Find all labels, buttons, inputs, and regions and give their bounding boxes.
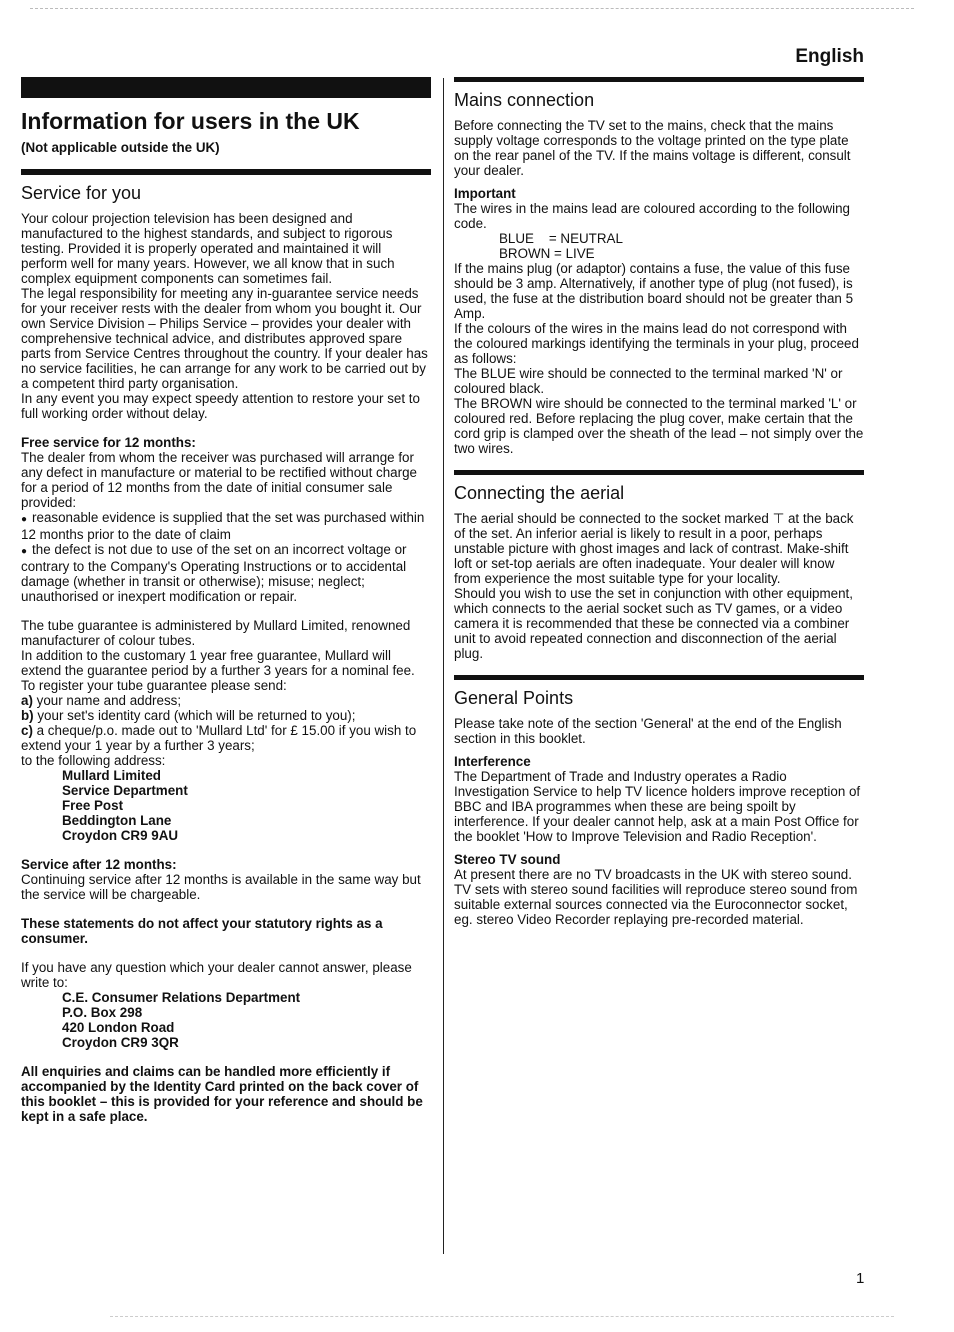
aerial-heading: Connecting the aerial — [454, 483, 625, 503]
free-service-heading: Free service for 12 months: — [21, 435, 196, 450]
colour-code: BROWN = LIVE — [499, 246, 595, 261]
colour-code: BLUE = NEUTRAL — [499, 231, 623, 246]
page-title: Information for users in the UK — [21, 108, 360, 134]
service-paragraph: In any event you may expect speedy attention to restore your set to full working order without delay. — [21, 391, 420, 421]
ce-address — [21, 990, 431, 1050]
address-line: Beddington Lane — [62, 813, 172, 828]
address-line: 420 London Road — [62, 1020, 175, 1035]
address-line: Service Department — [62, 783, 188, 798]
send-item: c) a cheque/p.o. made out to 'Mullard Ltd' for £ 15.00 if you wish to extend your 1 year by a further 3 years; — [21, 723, 417, 753]
send-item: a) your name and address; — [21, 693, 182, 708]
free-service-paragraph: The dealer from whom the receiver was purchased will arrange for any defect in manufacture or material to be rectified without charge for a period of 12 months from the date of initial consumer sale provided: — [21, 450, 417, 510]
statutory-note: These statements do not affect your statutory rights as a consumer. — [21, 916, 383, 946]
page-subtitle: (Not applicable outside the UK) — [21, 140, 220, 155]
fuse-paragraph: The BROWN wire should be connected to the terminal marked 'L' or coloured red. Before replacing the plug cover, make certain that the cord grip is clamped over the sheath of the lead – not simply over the two wires. — [454, 396, 864, 456]
service-paragraph: The legal responsibility for meeting any in-guarantee service needs for your receiver rests with the dealer from whom you bought it. Our own Service Division – Philips Service – provides your dealer with comprehensive technical advice, and distributes approved spare parts from Service Centres throughout the country. If your dealer has no service facilities, he can arrange for any work to be carried out by a competent third party organisation. — [21, 286, 428, 391]
question-paragraph: If you have any question which your dealer cannot answer, please write to: — [21, 960, 412, 990]
bullet-item: ● reasonable evidence is supplied that the set was purchased within 12 months prior to the date of claim — [21, 510, 431, 542]
service-heading: Service for you — [21, 183, 142, 203]
general-paragraph: Please take note of the section 'General' at the end of the English section in this booklet. — [454, 716, 842, 746]
important-paragraph: The wires in the mains lead are coloured according to the following code. — [454, 201, 850, 231]
stereo-paragraph: At present there are no TV broadcasts in the UK with stereo sound. TV sets with stereo sound facilities will reproduce stereo sound from suitable external sources connected via the Euroconnector socket, eg. stereo Video Recorder replaying pre-recorded material. — [454, 867, 858, 927]
tube-paragraph: The tube guarantee is administered by Mullard Limited, renowned manufacturer of colour tubes. — [21, 618, 411, 648]
language-label: English — [795, 46, 864, 67]
mains-paragraph: Before connecting the TV set to the mains, check that the mains supply voltage corresponds to the voltage printed on the type plate on the rear panel of the TV. If the mains voltage is different, consult your dealer. — [454, 118, 851, 178]
important-heading: Important — [454, 186, 516, 201]
tube-paragraph: To register your tube guarantee please send: — [21, 678, 287, 693]
address-line: Croydon CR9 3QR — [62, 1035, 179, 1050]
address-line: Free Post — [62, 798, 124, 813]
mullard-address — [21, 768, 431, 843]
left-column — [21, 77, 431, 1124]
enquiries-note: All enquiries and claims can be handled more efficiently if accompanied by the Identity Card printed on the back cover of this booklet – this is provided for your reference and should be kept in a safe place. — [21, 1064, 423, 1124]
section-rule — [21, 169, 431, 175]
address-line: Croydon CR9 9AU — [62, 828, 179, 843]
page-number: 1 — [856, 1270, 865, 1287]
right-column — [454, 77, 864, 927]
send-item: b) your set's identity card (which will be returned to you); — [21, 708, 356, 723]
address-line: P.O. Box 298 — [62, 1005, 143, 1020]
mains-heading: Mains connection — [454, 90, 595, 110]
bottom-scan-line — [110, 1316, 894, 1317]
service-paragraph: Your colour projection television has been designed and manufactured to the highest standards, and subject to rigorous testing. Provided it is properly operated and maintained it will perform well for many years. However, we all know that in such complex equipment components can sometimes fail. — [21, 211, 395, 286]
fuse-paragraph: The BLUE wire should be connected to the terminal marked 'N' or coloured black. — [454, 366, 843, 396]
after-service-paragraph: Continuing service after 12 months is available in the same way but the service will be chargeable. — [21, 872, 421, 902]
interference-paragraph: The Department of Trade and Industry operates a Radio Investigation Service to help TV licence holders improve reception of BBC and IBA programmes when these are being spoilt by interference. If your dealer cannot help, ask at a main Post Office for the booklet 'How to Improve Television and Radio Reception'. — [454, 769, 861, 844]
address-line: C.E. Consumer Relations Department — [62, 990, 301, 1005]
section-rule — [454, 77, 864, 82]
bullet-item: ● the defect is not due to use of the set on an incorrect voltage or contrary to the Company's Operating Instructions or to accidental damage (whether in transit or otherwise); misuse; neglect; unauthorised or inexpert modification or repair. — [21, 542, 431, 604]
aerial-paragraph: Should you wish to use the set in conjunction with other equipment, which connects to the aerial socket such as TV games, or a video camera it is recommended that these be connected via a combiner unit to avoid repeated connection and disconnection of the aerial plug. — [454, 586, 853, 661]
general-heading: General Points — [454, 688, 574, 708]
section-rule — [454, 675, 864, 680]
address-intro: to the following address: — [21, 753, 166, 768]
stereo-heading: Stereo TV sound — [454, 852, 561, 867]
tube-paragraph: In addition to the customary 1 year free guarantee, Mullard will extend the guarantee period by a further 3 years for a nominal fee. — [21, 648, 415, 678]
address-line: Mullard Limited — [62, 768, 161, 783]
after-service-heading: Service after 12 months: — [21, 857, 177, 872]
column-divider — [443, 78, 444, 1254]
interference-heading: Interference — [454, 754, 531, 769]
aerial-paragraph: The aerial should be connected to the socket marked ⊤ at the back of the set. An inferior aerial is likely to result in a poor, perhaps unstable picture with ghost images and lack of contrast. Make-shift loft or set-top aerials are often inadequate. Your dealer will know from experience the most suitable type for your locality. — [454, 511, 854, 586]
section-rule — [454, 470, 864, 475]
title-bar — [21, 77, 431, 98]
fuse-paragraph: If the mains plug (or adaptor) contains a fuse, the value of this fuse should be 3 amp. Alternatively, if another type of plug (not fused), is used, the fuse at the distribution board should not be greater than 5 Amp. — [454, 261, 854, 321]
fuse-paragraph: If the colours of the wires in the mains lead do not correspond with the coloured markings identifying the terminals in your plug, proceed as follows: — [454, 321, 859, 366]
top-scan-line — [30, 8, 914, 9]
